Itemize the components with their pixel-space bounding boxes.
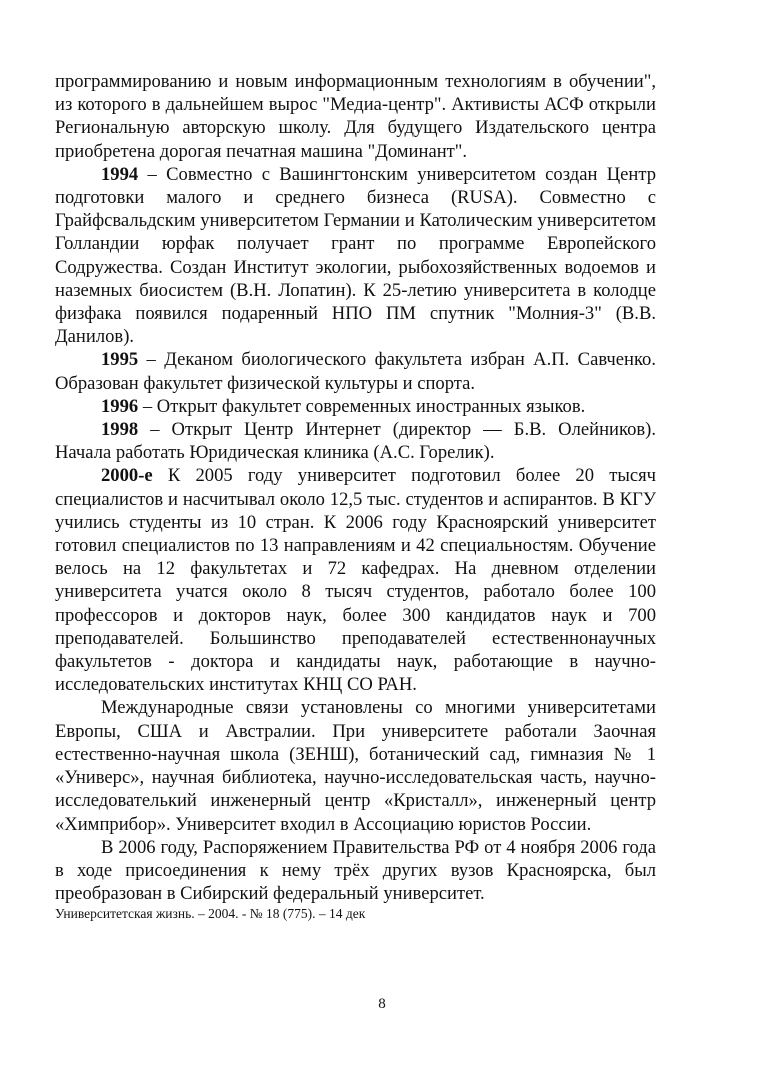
year-2000s: 2000-е bbox=[101, 465, 153, 487]
text-1995: Деканом биологического факультета избран А.П. Савченко. Образован факультет физической культуры и спорта. bbox=[55, 349, 656, 394]
paragraph-1995 bbox=[55, 348, 656, 394]
text-1994: Совместно с Вашингтонским университетом создан Центр подготовки малого и среднего бизнеса (RUSA). Совместно с Грайфсвальдским университетом Германии и Католическим университетом Голландии юрфак получает грант по программе Европейского Содружества. Создан Институт экологии, рыбохозяйственных водоемов и наземных биосистем (В.Н. Лопатин). К 25-летию университета в колодце физфака появился подаренный НПО ПМ спутник "Молния-3" (В.В. Данилов). bbox=[55, 163, 656, 348]
year-1998: 1998 bbox=[101, 419, 139, 441]
page-number: 8 bbox=[378, 996, 386, 1012]
dash-1998: – bbox=[138, 419, 172, 441]
paragraph-1996 bbox=[55, 395, 656, 418]
paragraph-2006: В 2006 году, Распоряжением Правительства РФ от 4 ноября 2006 года в ходе присоединения к нему трёх других вузов Красноярска, был преобразован в Сибирский федеральный университет. bbox=[55, 836, 656, 905]
text-1996: Открыт факультет современных иностранных языков. bbox=[156, 395, 586, 417]
paragraph-1998 bbox=[55, 418, 656, 464]
text-2000s: К 2005 году университет подготовил более 20 тысяч специалистов и насчитывал около 12,5 тыс. студентов и аспирантов. В КГУ учились студенты из 10 стран. К 2006 году Красноярский университет готовил специалистов по 13 направлениям и 42 специальностям. Обучение велось на 12 факультетах и 72 кафедрах. На дневном отделении университета учатся около 8 тысяч студентов, работало более 100 профессоров и докторов наук, более 300 кандидатов наук и 700 преподавателей. Большинство преподавателей естественнонаучных факультетов - доктора и кандидаты наук, работающие в научно-исследовательских институтах КНЦ СО РАН. bbox=[55, 465, 656, 696]
year-1995: 1995 bbox=[101, 349, 139, 371]
dash-1996: – bbox=[138, 395, 157, 417]
paragraph-1994 bbox=[55, 163, 656, 349]
dash-1994: – bbox=[138, 163, 167, 185]
text-1998: Открыт Центр Интернет (директор — Б.В. Олейников). Начала работать Юридическая клиника (А.С. Горелик). bbox=[55, 419, 657, 464]
paragraph-international: Международные связи установлены со многими университетами Европы, США и Австралии. При университете работали Заочная естественно-научная школа (ЗЕНШ), ботанический сад, гимназия № 1 «Универс», научная библиотека, научно-исследовательская часть, научно-исследователький инженерный центр «Кристалл», инженерный центр «Химприбор». Университет входил в Ассоциацию юристов России. bbox=[55, 697, 656, 835]
dash-1995: – bbox=[138, 349, 165, 371]
paragraph-continued: программированию и новым информационным технологиям в обучении", из которого в дальнейшем вырос "Медиа-центр". Активисты АСФ открыли Региональную авторскую школу. Для будущего Издательского центра приобретена дорогая печатная машина "Доминант". bbox=[55, 71, 656, 162]
year-1994: 1994 bbox=[101, 163, 139, 185]
paragraph-2000s bbox=[55, 464, 656, 696]
year-1996: 1996 bbox=[101, 395, 139, 417]
page-text bbox=[55, 70, 656, 922]
source-citation: Университетская жизнь. – 2004. - № 18 (775). – 14 дек bbox=[55, 906, 366, 922]
